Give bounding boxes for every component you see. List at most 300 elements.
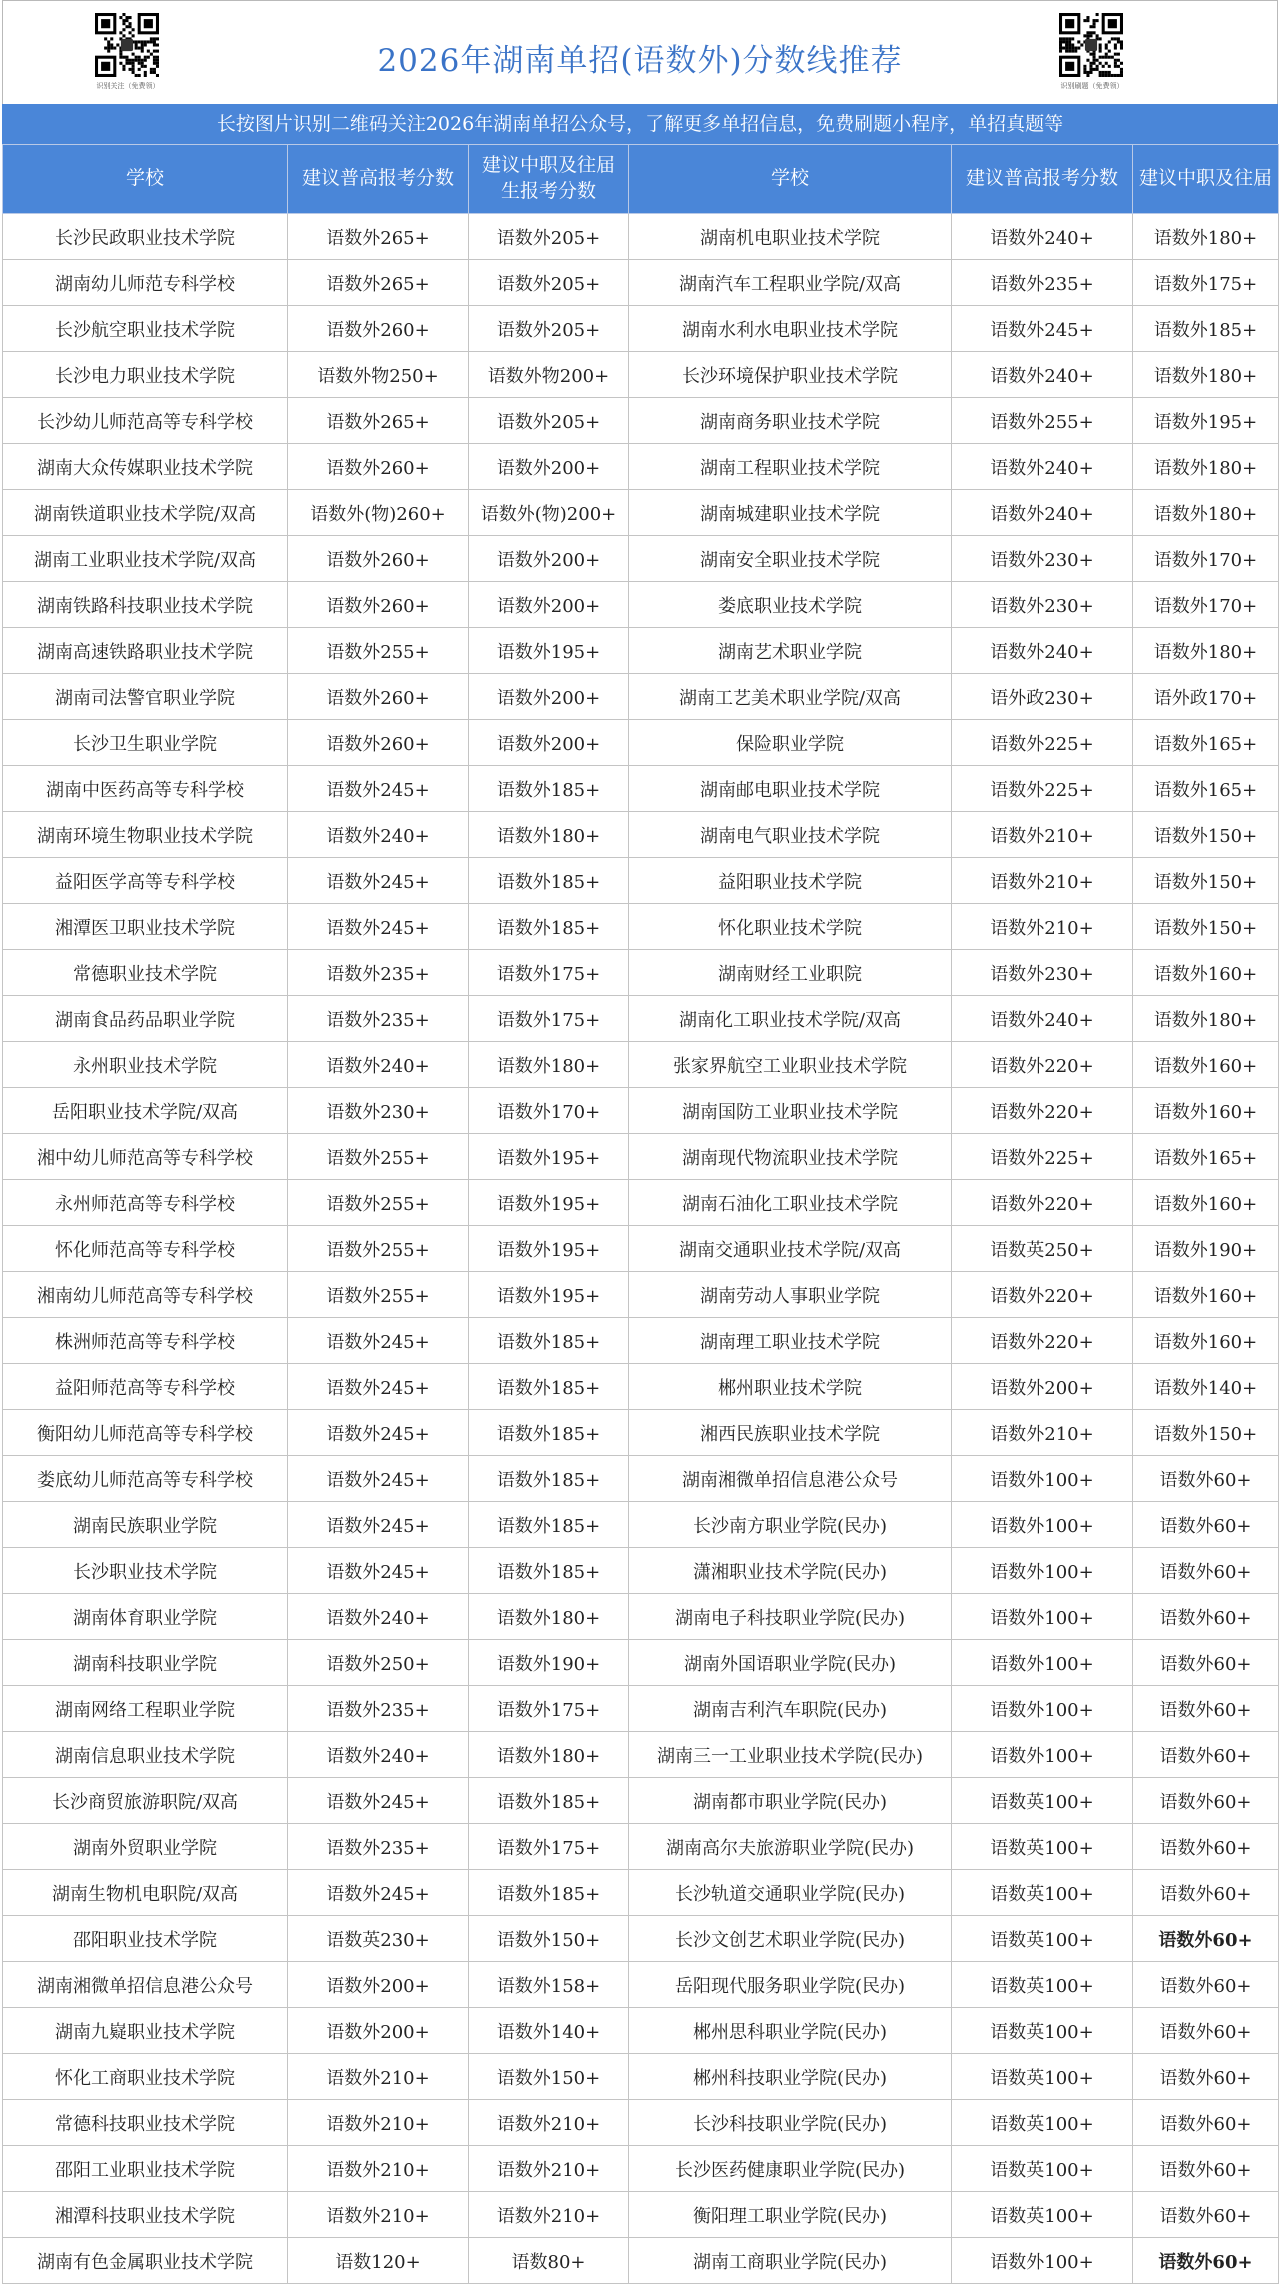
regular-score-cell: 语数外210+ xyxy=(952,812,1133,858)
vocational-score-cell: 语数外160+ xyxy=(1133,1180,1279,1226)
vocational-score-cell: 语数外180+ xyxy=(469,1732,629,1778)
vocational-score-cell: 语数外185+ xyxy=(469,1778,629,1824)
school-cell: 衡阳理工职业学院(民办) xyxy=(629,2192,952,2238)
school-cell: 保险职业学院 xyxy=(629,720,952,766)
table-row xyxy=(3,214,1279,260)
table-row xyxy=(3,1778,1279,1824)
regular-score-cell: 语数英250+ xyxy=(952,1226,1133,1272)
vocational-score-cell: 语数外170+ xyxy=(469,1088,629,1134)
school-cell: 长沙医药健康职业学院(民办) xyxy=(629,2146,952,2192)
vocational-score-cell: 语数外185+ xyxy=(469,1410,629,1456)
regular-score-cell: 语数外245+ xyxy=(288,1410,469,1456)
vocational-score-cell: 语数外175+ xyxy=(1133,260,1279,306)
vocational-score-cell: 语数外210+ xyxy=(469,2100,629,2146)
regular-score-cell: 语数外230+ xyxy=(952,582,1133,628)
school-cell: 湖南食品药品职业学院 xyxy=(3,996,288,1042)
school-cell: 长沙电力职业技术学院 xyxy=(3,352,288,398)
regular-score-cell: 语数外245+ xyxy=(288,1364,469,1410)
school-cell: 娄底职业技术学院 xyxy=(629,582,952,628)
regular-score-cell: 语数外210+ xyxy=(952,1410,1133,1456)
school-cell: 怀化工商职业技术学院 xyxy=(3,2054,288,2100)
regular-score-cell: 语数外260+ xyxy=(288,444,469,490)
vocational-score-cell: 语数外60+ xyxy=(1133,2100,1279,2146)
column-header: 建议中职及往届 xyxy=(1133,145,1279,214)
regular-score-cell: 语数外100+ xyxy=(952,1502,1133,1548)
vocational-score-cell: 语数外150+ xyxy=(1133,904,1279,950)
vocational-score-cell: 语数外175+ xyxy=(469,996,629,1042)
regular-score-cell: 语数英100+ xyxy=(952,2192,1133,2238)
school-cell: 益阳职业技术学院 xyxy=(629,858,952,904)
regular-score-cell: 语数英100+ xyxy=(952,2054,1133,2100)
school-cell: 潇湘职业技术学院(民办) xyxy=(629,1548,952,1594)
school-cell: 湖南大众传媒职业技术学院 xyxy=(3,444,288,490)
table-row xyxy=(3,1134,1279,1180)
vocational-score-cell: 语数外185+ xyxy=(469,1502,629,1548)
vocational-score-cell: 语数外200+ xyxy=(469,444,629,490)
vocational-score-cell: 语数外180+ xyxy=(1133,214,1279,260)
school-cell: 娄底幼儿师范高等专科学校 xyxy=(3,1456,288,1502)
school-cell: 湖南现代物流职业技术学院 xyxy=(629,1134,952,1180)
vocational-score-cell: 语数外60+ xyxy=(1133,2238,1279,2284)
school-cell: 湖南体育职业学院 xyxy=(3,1594,288,1640)
column-header: 学校 xyxy=(3,145,288,214)
vocational-score-cell: 语数外185+ xyxy=(469,766,629,812)
vocational-score-cell: 语数外物200+ xyxy=(469,352,629,398)
regular-score-cell: 语数外100+ xyxy=(952,1732,1133,1778)
table-row xyxy=(3,536,1279,582)
regular-score-cell: 语数外220+ xyxy=(952,1272,1133,1318)
school-cell: 湖南外贸职业学院 xyxy=(3,1824,288,1870)
vocational-score-cell: 语数外160+ xyxy=(1133,1272,1279,1318)
table-row xyxy=(3,996,1279,1042)
table-row xyxy=(3,1410,1279,1456)
school-cell: 湖南城建职业技术学院 xyxy=(629,490,952,536)
vocational-score-cell: 语数外190+ xyxy=(1133,1226,1279,1272)
school-cell: 湖南艺术职业学院 xyxy=(629,628,952,674)
vocational-score-cell: 语数外195+ xyxy=(469,628,629,674)
regular-score-cell: 语数外230+ xyxy=(288,1088,469,1134)
school-cell: 益阳师范高等专科学校 xyxy=(3,1364,288,1410)
vocational-score-cell: 语数外160+ xyxy=(1133,1088,1279,1134)
regular-score-cell: 语数外245+ xyxy=(288,904,469,950)
regular-score-cell: 语数外245+ xyxy=(952,306,1133,352)
regular-score-cell: 语数外240+ xyxy=(288,1042,469,1088)
vocational-score-cell: 语数外205+ xyxy=(469,214,629,260)
school-cell: 湖南生物机电职院/双高 xyxy=(3,1870,288,1916)
table-row xyxy=(3,1870,1279,1916)
vocational-score-cell: 语数外200+ xyxy=(469,536,629,582)
vocational-score-cell: 语数外180+ xyxy=(469,1042,629,1088)
vocational-score-cell: 语数外60+ xyxy=(1133,1548,1279,1594)
regular-score-cell: 语数外235+ xyxy=(952,260,1133,306)
regular-score-cell: 语数120+ xyxy=(288,2238,469,2284)
vocational-score-cell: 语数80+ xyxy=(469,2238,629,2284)
vocational-score-cell: 语数外205+ xyxy=(469,306,629,352)
vocational-score-cell: 语数外185+ xyxy=(469,1318,629,1364)
regular-score-cell: 语数外235+ xyxy=(288,1686,469,1732)
table-row xyxy=(3,766,1279,812)
regular-score-cell: 语数英100+ xyxy=(952,1870,1133,1916)
vocational-score-cell: 语数外185+ xyxy=(1133,306,1279,352)
table-row xyxy=(3,674,1279,720)
school-cell: 湖南有色金属职业技术学院 xyxy=(3,2238,288,2284)
school-cell: 永州师范高等专科学校 xyxy=(3,1180,288,1226)
table-row xyxy=(3,2100,1279,2146)
school-cell: 湖南劳动人事职业学院 xyxy=(629,1272,952,1318)
notice-banner: 长按图片识别二维码关注2026年湖南单招公众号，了解更多单招信息，免费刷题小程序，单招真题等 xyxy=(2,104,1278,144)
school-cell: 湖南国防工业职业技术学院 xyxy=(629,1088,952,1134)
page-title: 2026年湖南单招(语数外)分数线推荐 xyxy=(377,43,903,79)
vocational-score-cell: 语数外158+ xyxy=(469,1962,629,2008)
regular-score-cell: 语数外245+ xyxy=(288,1318,469,1364)
vocational-score-cell: 语数外170+ xyxy=(1133,536,1279,582)
school-cell: 湖南幼儿师范专科学校 xyxy=(3,260,288,306)
regular-score-cell: 语数外265+ xyxy=(288,214,469,260)
school-cell: 湘潭医卫职业技术学院 xyxy=(3,904,288,950)
vocational-score-cell: 语数外185+ xyxy=(469,1364,629,1410)
regular-score-cell: 语数外255+ xyxy=(288,1134,469,1180)
regular-score-cell: 语数外210+ xyxy=(952,858,1133,904)
regular-score-cell: 语数外255+ xyxy=(288,1226,469,1272)
regular-score-cell: 语数外265+ xyxy=(288,260,469,306)
vocational-score-cell: 语数外175+ xyxy=(469,950,629,996)
vocational-score-cell: 语数外180+ xyxy=(1133,628,1279,674)
vocational-score-cell: 语数外60+ xyxy=(1133,1594,1279,1640)
vocational-score-cell: 语数外180+ xyxy=(1133,352,1279,398)
table-row xyxy=(3,1548,1279,1594)
regular-score-cell: 语数外240+ xyxy=(288,1594,469,1640)
vocational-score-cell: 语数外60+ xyxy=(1133,1502,1279,1548)
vocational-score-cell: 语数外140+ xyxy=(1133,1364,1279,1410)
school-cell: 湘中幼儿师范高等专科学校 xyxy=(3,1134,288,1180)
column-header: 建议普高报考分数 xyxy=(952,145,1133,214)
table-row xyxy=(3,812,1279,858)
regular-score-cell: 语数外210+ xyxy=(288,2146,469,2192)
school-cell: 湖南三一工业职业技术学院(民办) xyxy=(629,1732,952,1778)
vocational-score-cell: 语数外195+ xyxy=(469,1180,629,1226)
regular-score-cell: 语数外240+ xyxy=(952,352,1133,398)
table-row xyxy=(3,1042,1279,1088)
vocational-score-cell: 语数外60+ xyxy=(1133,1778,1279,1824)
school-cell: 湖南石油化工职业技术学院 xyxy=(629,1180,952,1226)
regular-score-cell: 语数英100+ xyxy=(952,1916,1133,1962)
school-cell: 湖南铁路科技职业技术学院 xyxy=(3,582,288,628)
regular-score-cell: 语数外240+ xyxy=(952,214,1133,260)
vocational-score-cell: 语数外60+ xyxy=(1133,2192,1279,2238)
regular-score-cell: 语数外100+ xyxy=(952,1594,1133,1640)
regular-score-cell: 语数外260+ xyxy=(288,306,469,352)
regular-score-cell: 语外政230+ xyxy=(952,674,1133,720)
score-table xyxy=(2,144,1279,2284)
qr-caption-right: 识别刷题（免费领） xyxy=(1060,82,1124,90)
regular-score-cell: 语数外255+ xyxy=(952,398,1133,444)
regular-score-cell: 语数外220+ xyxy=(952,1180,1133,1226)
column-header: 建议普高报考分数 xyxy=(288,145,469,214)
regular-score-cell: 语数外100+ xyxy=(952,1548,1133,1594)
vocational-score-cell: 语数外60+ xyxy=(1133,1640,1279,1686)
regular-score-cell: 语数外245+ xyxy=(288,1870,469,1916)
regular-score-cell: 语数外200+ xyxy=(952,1364,1133,1410)
school-cell: 湖南工程职业技术学院 xyxy=(629,444,952,490)
regular-score-cell: 语数外220+ xyxy=(952,1042,1133,1088)
regular-score-cell: 语数外225+ xyxy=(952,1134,1133,1180)
school-cell: 湖南吉利汽车职院(民办) xyxy=(629,1686,952,1732)
vocational-score-cell: 语数外185+ xyxy=(469,904,629,950)
school-cell: 长沙环境保护职业技术学院 xyxy=(629,352,952,398)
school-cell: 湖南工艺美术职业学院/双高 xyxy=(629,674,952,720)
table-row xyxy=(3,2192,1279,2238)
vocational-score-cell: 语数外180+ xyxy=(1133,444,1279,490)
regular-score-cell: 语数外235+ xyxy=(288,996,469,1042)
vocational-score-cell: 语数外60+ xyxy=(1133,1732,1279,1778)
vocational-score-cell: 语数外180+ xyxy=(469,1594,629,1640)
table-row xyxy=(3,2008,1279,2054)
regular-score-cell: 语数外245+ xyxy=(288,1502,469,1548)
school-cell: 长沙民政职业技术学院 xyxy=(3,214,288,260)
regular-score-cell: 语数外230+ xyxy=(952,950,1133,996)
table-row xyxy=(3,352,1279,398)
table-row xyxy=(3,1318,1279,1364)
regular-score-cell: 语数外245+ xyxy=(288,858,469,904)
regular-score-cell: 语数外240+ xyxy=(952,628,1133,674)
school-cell: 长沙职业技术学院 xyxy=(3,1548,288,1594)
regular-score-cell: 语数外225+ xyxy=(952,766,1133,812)
regular-score-cell: 语数外235+ xyxy=(288,950,469,996)
table-row xyxy=(3,2146,1279,2192)
vocational-score-cell: 语数外200+ xyxy=(469,582,629,628)
regular-score-cell: 语数外240+ xyxy=(952,996,1133,1042)
table-body xyxy=(3,214,1279,2284)
vocational-score-cell: 语数外60+ xyxy=(1133,1916,1279,1962)
vocational-score-cell: 语数外195+ xyxy=(469,1134,629,1180)
school-cell: 湖南工商职业学院(民办) xyxy=(629,2238,952,2284)
table-row xyxy=(3,2238,1279,2284)
school-cell: 湖南湘微单招信息港公众号 xyxy=(3,1962,288,2008)
table-header-row xyxy=(3,145,1279,214)
school-cell: 湖南机电职业技术学院 xyxy=(629,214,952,260)
school-cell: 湘西民族职业技术学院 xyxy=(629,1410,952,1456)
school-cell: 怀化职业技术学院 xyxy=(629,904,952,950)
school-cell: 湖南司法警官职业学院 xyxy=(3,674,288,720)
table-row xyxy=(3,1824,1279,1870)
vocational-score-cell: 语数外185+ xyxy=(469,1548,629,1594)
vocational-score-cell: 语数外185+ xyxy=(469,1456,629,1502)
regular-score-cell: 语数外210+ xyxy=(952,904,1133,950)
regular-score-cell: 语数外200+ xyxy=(288,2008,469,2054)
qr-code-icon[interactable] xyxy=(1059,13,1123,77)
school-cell: 湖南工业职业技术学院/双高 xyxy=(3,536,288,582)
vocational-score-cell: 语数外150+ xyxy=(1133,1410,1279,1456)
regular-score-cell: 语数英100+ xyxy=(952,2146,1133,2192)
school-cell: 湘潭科技职业技术学院 xyxy=(3,2192,288,2238)
school-cell: 湖南理工职业技术学院 xyxy=(629,1318,952,1364)
regular-score-cell: 语数外255+ xyxy=(288,628,469,674)
school-cell: 长沙商贸旅游职院/双高 xyxy=(3,1778,288,1824)
vocational-score-cell: 语数外205+ xyxy=(469,260,629,306)
vocational-score-cell: 语数外60+ xyxy=(1133,1824,1279,1870)
regular-score-cell: 语数外255+ xyxy=(288,1272,469,1318)
regular-score-cell: 语数外260+ xyxy=(288,720,469,766)
table-row xyxy=(3,1686,1279,1732)
vocational-score-cell: 语数外205+ xyxy=(469,398,629,444)
table-row xyxy=(3,398,1279,444)
regular-score-cell: 语数外265+ xyxy=(288,398,469,444)
regular-score-cell: 语数外210+ xyxy=(288,2054,469,2100)
vocational-score-cell: 语外政170+ xyxy=(1133,674,1279,720)
vocational-score-cell: 语数外60+ xyxy=(1133,2008,1279,2054)
table-row xyxy=(3,1594,1279,1640)
school-cell: 湖南电子科技职业学院(民办) xyxy=(629,1594,952,1640)
regular-score-cell: 语数外245+ xyxy=(288,766,469,812)
table-row xyxy=(3,1732,1279,1778)
regular-score-cell: 语数外235+ xyxy=(288,1824,469,1870)
regular-score-cell: 语数外210+ xyxy=(288,2192,469,2238)
regular-score-cell: 语数外230+ xyxy=(952,536,1133,582)
table-row xyxy=(3,490,1279,536)
school-cell: 长沙南方职业学院(民办) xyxy=(629,1502,952,1548)
school-cell: 湖南民族职业学院 xyxy=(3,1502,288,1548)
school-cell: 湖南电气职业技术学院 xyxy=(629,812,952,858)
regular-score-cell: 语数外100+ xyxy=(952,1640,1133,1686)
school-cell: 长沙科技职业学院(民办) xyxy=(629,2100,952,2146)
vocational-score-cell: 语数外150+ xyxy=(1133,858,1279,904)
regular-score-cell: 语数外220+ xyxy=(952,1318,1133,1364)
school-cell: 长沙幼儿师范高等专科学校 xyxy=(3,398,288,444)
vocational-score-cell: 语数外160+ xyxy=(1133,950,1279,996)
regular-score-cell: 语数外240+ xyxy=(952,444,1133,490)
school-cell: 湖南外国语职业学院(民办) xyxy=(629,1640,952,1686)
school-cell: 怀化师范高等专科学校 xyxy=(3,1226,288,1272)
vocational-score-cell: 语数外140+ xyxy=(469,2008,629,2054)
school-cell: 湖南湘微单招信息港公众号 xyxy=(629,1456,952,1502)
school-cell: 湖南交通职业技术学院/双高 xyxy=(629,1226,952,1272)
school-cell: 永州职业技术学院 xyxy=(3,1042,288,1088)
school-cell: 湖南铁道职业技术学院/双高 xyxy=(3,490,288,536)
regular-score-cell: 语数外240+ xyxy=(288,1732,469,1778)
table-row xyxy=(3,1364,1279,1410)
school-cell: 湖南汽车工程职业学院/双高 xyxy=(629,260,952,306)
table-row xyxy=(3,950,1279,996)
vocational-score-cell: 语数外175+ xyxy=(469,1686,629,1732)
vocational-score-cell: 语数外60+ xyxy=(1133,1686,1279,1732)
table-row xyxy=(3,582,1279,628)
regular-score-cell: 语数外220+ xyxy=(952,1088,1133,1134)
regular-score-cell: 语数外100+ xyxy=(952,1456,1133,1502)
school-cell: 湖南化工职业技术学院/双高 xyxy=(629,996,952,1042)
table-row xyxy=(3,1962,1279,2008)
table-row xyxy=(3,1088,1279,1134)
school-cell: 长沙文创艺术职业学院(民办) xyxy=(629,1916,952,1962)
table-row xyxy=(3,1226,1279,1272)
vocational-score-cell: 语数外200+ xyxy=(469,720,629,766)
school-cell: 湖南水利水电职业技术学院 xyxy=(629,306,952,352)
school-cell: 湖南都市职业学院(民办) xyxy=(629,1778,952,1824)
vocational-score-cell: 语数外210+ xyxy=(469,2192,629,2238)
vocational-score-cell: 语数外170+ xyxy=(1133,582,1279,628)
school-cell: 长沙轨道交通职业学院(民办) xyxy=(629,1870,952,1916)
vocational-score-cell: 语数外60+ xyxy=(1133,2146,1279,2192)
table-row xyxy=(3,1916,1279,1962)
vocational-score-cell: 语数外200+ xyxy=(469,674,629,720)
regular-score-cell: 语数外225+ xyxy=(952,720,1133,766)
vocational-score-cell: 语数外160+ xyxy=(1133,1318,1279,1364)
school-cell: 湖南环境生物职业技术学院 xyxy=(3,812,288,858)
school-cell: 湖南安全职业技术学院 xyxy=(629,536,952,582)
regular-score-cell: 语数外物250+ xyxy=(288,352,469,398)
vocational-score-cell: 语数外150+ xyxy=(1133,812,1279,858)
school-cell: 株洲师范高等专科学校 xyxy=(3,1318,288,1364)
school-cell: 岳阳现代服务职业学院(民办) xyxy=(629,1962,952,2008)
vocational-score-cell: 语数外185+ xyxy=(469,858,629,904)
school-cell: 长沙航空职业技术学院 xyxy=(3,306,288,352)
regular-score-cell: 语数外100+ xyxy=(952,2238,1133,2284)
school-cell: 湖南信息职业技术学院 xyxy=(3,1732,288,1778)
regular-score-cell: 语数外260+ xyxy=(288,674,469,720)
school-cell: 湖南科技职业学院 xyxy=(3,1640,288,1686)
vocational-score-cell: 语数外210+ xyxy=(469,2146,629,2192)
vocational-score-cell: 语数外(物)200+ xyxy=(469,490,629,536)
table-row xyxy=(3,444,1279,490)
table-row xyxy=(3,306,1279,352)
table-row xyxy=(3,628,1279,674)
vocational-score-cell: 语数外180+ xyxy=(1133,490,1279,536)
vocational-score-cell: 语数外150+ xyxy=(469,2054,629,2100)
regular-score-cell: 语数外245+ xyxy=(288,1456,469,1502)
vocational-score-cell: 语数外195+ xyxy=(469,1272,629,1318)
vocational-score-cell: 语数外160+ xyxy=(1133,1042,1279,1088)
school-cell: 常德职业技术学院 xyxy=(3,950,288,996)
regular-score-cell: 语数外260+ xyxy=(288,536,469,582)
table-row xyxy=(3,2054,1279,2100)
qr-caption-left: 识别关注（免费领） xyxy=(96,82,160,90)
school-cell: 常德科技职业技术学院 xyxy=(3,2100,288,2146)
regular-score-cell: 语数英100+ xyxy=(952,1824,1133,1870)
regular-score-cell: 语数外240+ xyxy=(952,490,1133,536)
table-row xyxy=(3,1502,1279,1548)
school-cell: 衡阳幼儿师范高等专科学校 xyxy=(3,1410,288,1456)
vocational-score-cell: 语数外165+ xyxy=(1133,720,1279,766)
regular-score-cell: 语数英100+ xyxy=(952,1778,1133,1824)
regular-score-cell: 语数外245+ xyxy=(288,1778,469,1824)
school-cell: 张家界航空工业职业技术学院 xyxy=(629,1042,952,1088)
vocational-score-cell: 语数外175+ xyxy=(469,1824,629,1870)
header xyxy=(2,0,1278,104)
school-cell: 湖南商务职业技术学院 xyxy=(629,398,952,444)
regular-score-cell: 语数外(物)260+ xyxy=(288,490,469,536)
regular-score-cell: 语数外260+ xyxy=(288,582,469,628)
table-row xyxy=(3,1456,1279,1502)
regular-score-cell: 语数外245+ xyxy=(288,1548,469,1594)
school-cell: 岳阳职业技术学院/双高 xyxy=(3,1088,288,1134)
vocational-score-cell: 语数外60+ xyxy=(1133,1962,1279,2008)
vocational-score-cell: 语数外190+ xyxy=(469,1640,629,1686)
school-cell: 郴州科技职业学院(民办) xyxy=(629,2054,952,2100)
regular-score-cell: 语数外100+ xyxy=(952,1686,1133,1732)
regular-score-cell: 语数外210+ xyxy=(288,2100,469,2146)
school-cell: 郴州职业技术学院 xyxy=(629,1364,952,1410)
regular-score-cell: 语数英230+ xyxy=(288,1916,469,1962)
school-cell: 湖南中医药高等专科学校 xyxy=(3,766,288,812)
table-row xyxy=(3,720,1279,766)
vocational-score-cell: 语数外165+ xyxy=(1133,766,1279,812)
school-cell: 湘南幼儿师范高等专科学校 xyxy=(3,1272,288,1318)
regular-score-cell: 语数英100+ xyxy=(952,2100,1133,2146)
school-cell: 邵阳职业技术学院 xyxy=(3,1916,288,1962)
regular-score-cell: 语数英100+ xyxy=(952,2008,1133,2054)
vocational-score-cell: 语数外165+ xyxy=(1133,1134,1279,1180)
vocational-score-cell: 语数外185+ xyxy=(469,1870,629,1916)
table-row xyxy=(3,1180,1279,1226)
